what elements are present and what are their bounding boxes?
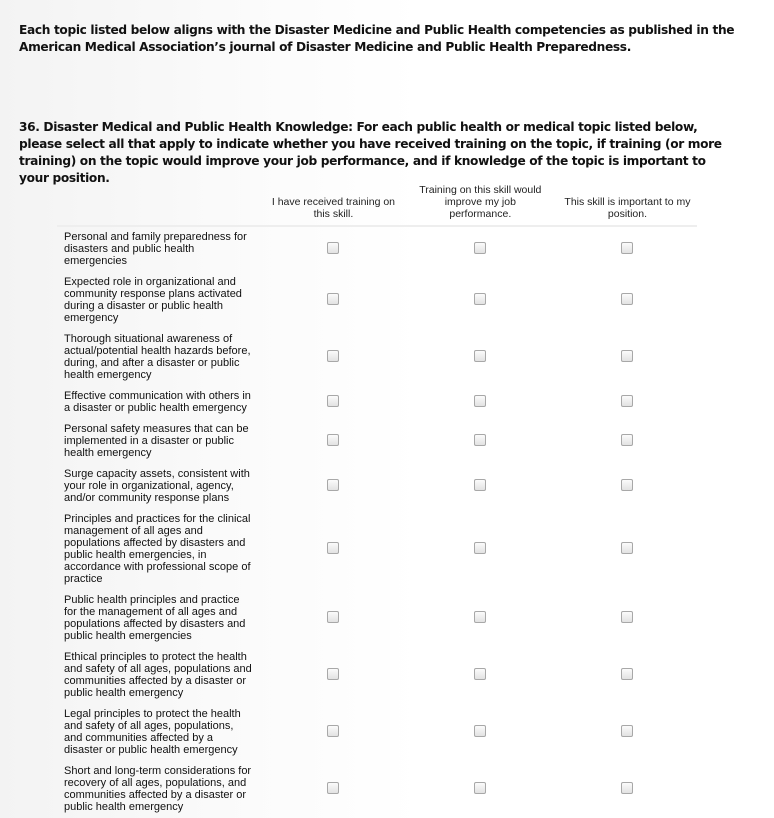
- table-row: [57, 386, 697, 419]
- checkbox-cell: [403, 761, 558, 818]
- topic-label: Public health principles and practice for the management of all ages and populations affected by disasters and public health emergencies: [64, 594, 246, 642]
- checkbox-cell: [558, 590, 697, 647]
- checkbox-cell: [264, 272, 403, 329]
- topic-label: Effective communication with others in a disaster or public health emergency: [64, 390, 251, 414]
- checkbox-would-improve[interactable]: [474, 395, 486, 407]
- table-row: [57, 647, 697, 704]
- table-row: [57, 419, 697, 464]
- checkbox-cell: [558, 704, 697, 761]
- checkbox-received-training[interactable]: [327, 350, 339, 362]
- checkbox-cell: [403, 272, 558, 329]
- checkbox-would-improve[interactable]: [474, 668, 486, 680]
- checkbox-would-improve[interactable]: [474, 611, 486, 623]
- checkbox-important[interactable]: [621, 782, 633, 794]
- checkbox-cell: [558, 419, 697, 464]
- checkbox-cell: [264, 590, 403, 647]
- checkbox-cell: [264, 761, 403, 818]
- checkbox-cell: [264, 226, 403, 272]
- checkbox-cell: [403, 704, 558, 761]
- checkbox-would-improve[interactable]: [474, 782, 486, 794]
- topic-label: Short and long-term considerations for recovery of all ages, populations, and communities affected by a disaster or public health emergency: [64, 765, 252, 813]
- topic-label: Expected role in organizational and community response plans activated during a disaster or public health emergency: [64, 276, 242, 324]
- checkbox-cell: [558, 647, 697, 704]
- checkbox-cell: [264, 386, 403, 419]
- topic-label: Personal safety measures that can be implemented in a disaster or public health emergency: [64, 423, 249, 459]
- checkbox-important[interactable]: [621, 611, 633, 623]
- checkbox-important[interactable]: [621, 395, 633, 407]
- checkbox-would-improve[interactable]: [474, 293, 486, 305]
- topic-label: Principles and practices for the clinical management of all ages and populations affected by disasters and public health emergencies, in accordance with professional scope of practice: [64, 513, 251, 585]
- checkbox-cell: [558, 761, 697, 818]
- checkbox-received-training[interactable]: [327, 611, 339, 623]
- checkbox-cell: [558, 509, 697, 590]
- column-header-important: This skill is important to my position.: [558, 184, 697, 226]
- checkbox-cell: [558, 386, 697, 419]
- checkbox-would-improve[interactable]: [474, 350, 486, 362]
- header-blank: [57, 184, 264, 226]
- question-text: 36. Disaster Medical and Public Health Knowledge: For each public health or medical topic listed below, please select all that apply to indicate whether you have received training on the topic, if training (or more training) on the topic would improve your job performance, and if knowledge of the topic is important to your position.: [19, 120, 722, 185]
- table-row: [57, 704, 697, 761]
- checkbox-important[interactable]: [621, 293, 633, 305]
- checkbox-cell: [403, 419, 558, 464]
- checkbox-cell: [403, 386, 558, 419]
- checkbox-important[interactable]: [621, 350, 633, 362]
- topic-label: Legal principles to protect the health and safety of all ages, populations, and communities affected by a disaster or public health emergency: [64, 708, 241, 756]
- checkbox-received-training[interactable]: [327, 395, 339, 407]
- checkbox-important[interactable]: [621, 479, 633, 491]
- checkbox-important[interactable]: [621, 725, 633, 737]
- table-row: [57, 226, 697, 272]
- checkbox-received-training[interactable]: [327, 725, 339, 737]
- column-header-received-training: I have received training on this skill.: [264, 184, 403, 226]
- checkbox-would-improve[interactable]: [474, 542, 486, 554]
- checkbox-cell: [403, 464, 558, 509]
- checkbox-would-improve[interactable]: [474, 725, 486, 737]
- checkbox-cell: [403, 226, 558, 272]
- matrix-question: [57, 184, 697, 818]
- checkbox-cell: [264, 704, 403, 761]
- intro-text: Each topic listed below aligns with the Disaster Medicine and Public Health competencies as published in the American Medical Association’s journal of Disaster Medicine and Public Health Preparedness.: [19, 23, 735, 54]
- checkbox-cell: [558, 226, 697, 272]
- checkbox-cell: [264, 329, 403, 386]
- checkbox-received-training[interactable]: [327, 434, 339, 446]
- checkbox-received-training[interactable]: [327, 542, 339, 554]
- checkbox-received-training[interactable]: [327, 782, 339, 794]
- checkbox-cell: [264, 419, 403, 464]
- table-row: [57, 329, 697, 386]
- checkbox-cell: [403, 590, 558, 647]
- topic-label: Surge capacity assets, consistent with your role in organizational, agency, and/or community response plans: [64, 468, 250, 504]
- checkbox-received-training[interactable]: [327, 668, 339, 680]
- topic-label: Personal and family preparedness for disasters and public health emergencies: [64, 231, 247, 267]
- checkbox-cell: [403, 329, 558, 386]
- column-header-would-improve: Training on this skill would improve my job performance.: [403, 184, 558, 226]
- topic-label: Thorough situational awareness of actual/potential health hazards before, during, and after a disaster or public health emergency: [64, 333, 251, 381]
- checkbox-cell: [403, 509, 558, 590]
- checkbox-received-training[interactable]: [327, 242, 339, 254]
- checkbox-important[interactable]: [621, 434, 633, 446]
- table-row: [57, 590, 697, 647]
- table-row: [57, 509, 697, 590]
- table-row: [57, 464, 697, 509]
- table-row: [57, 272, 697, 329]
- checkbox-would-improve[interactable]: [474, 479, 486, 491]
- checkbox-cell: [558, 272, 697, 329]
- checkbox-would-improve[interactable]: [474, 242, 486, 254]
- checkbox-received-training[interactable]: [327, 293, 339, 305]
- checkbox-cell: [558, 329, 697, 386]
- header-row: [57, 184, 697, 226]
- checkbox-important[interactable]: [621, 668, 633, 680]
- checkbox-cell: [558, 464, 697, 509]
- checkbox-important[interactable]: [621, 542, 633, 554]
- checkbox-cell: [264, 647, 403, 704]
- checkbox-received-training[interactable]: [327, 479, 339, 491]
- checkbox-cell: [264, 464, 403, 509]
- topic-label: Ethical principles to protect the health and safety of all ages, populations and communities affected by a disaster or public health emergency: [64, 651, 252, 699]
- checkbox-important[interactable]: [621, 242, 633, 254]
- checkbox-cell: [264, 509, 403, 590]
- checkbox-cell: [403, 647, 558, 704]
- table-row: [57, 761, 697, 818]
- checkbox-would-improve[interactable]: [474, 434, 486, 446]
